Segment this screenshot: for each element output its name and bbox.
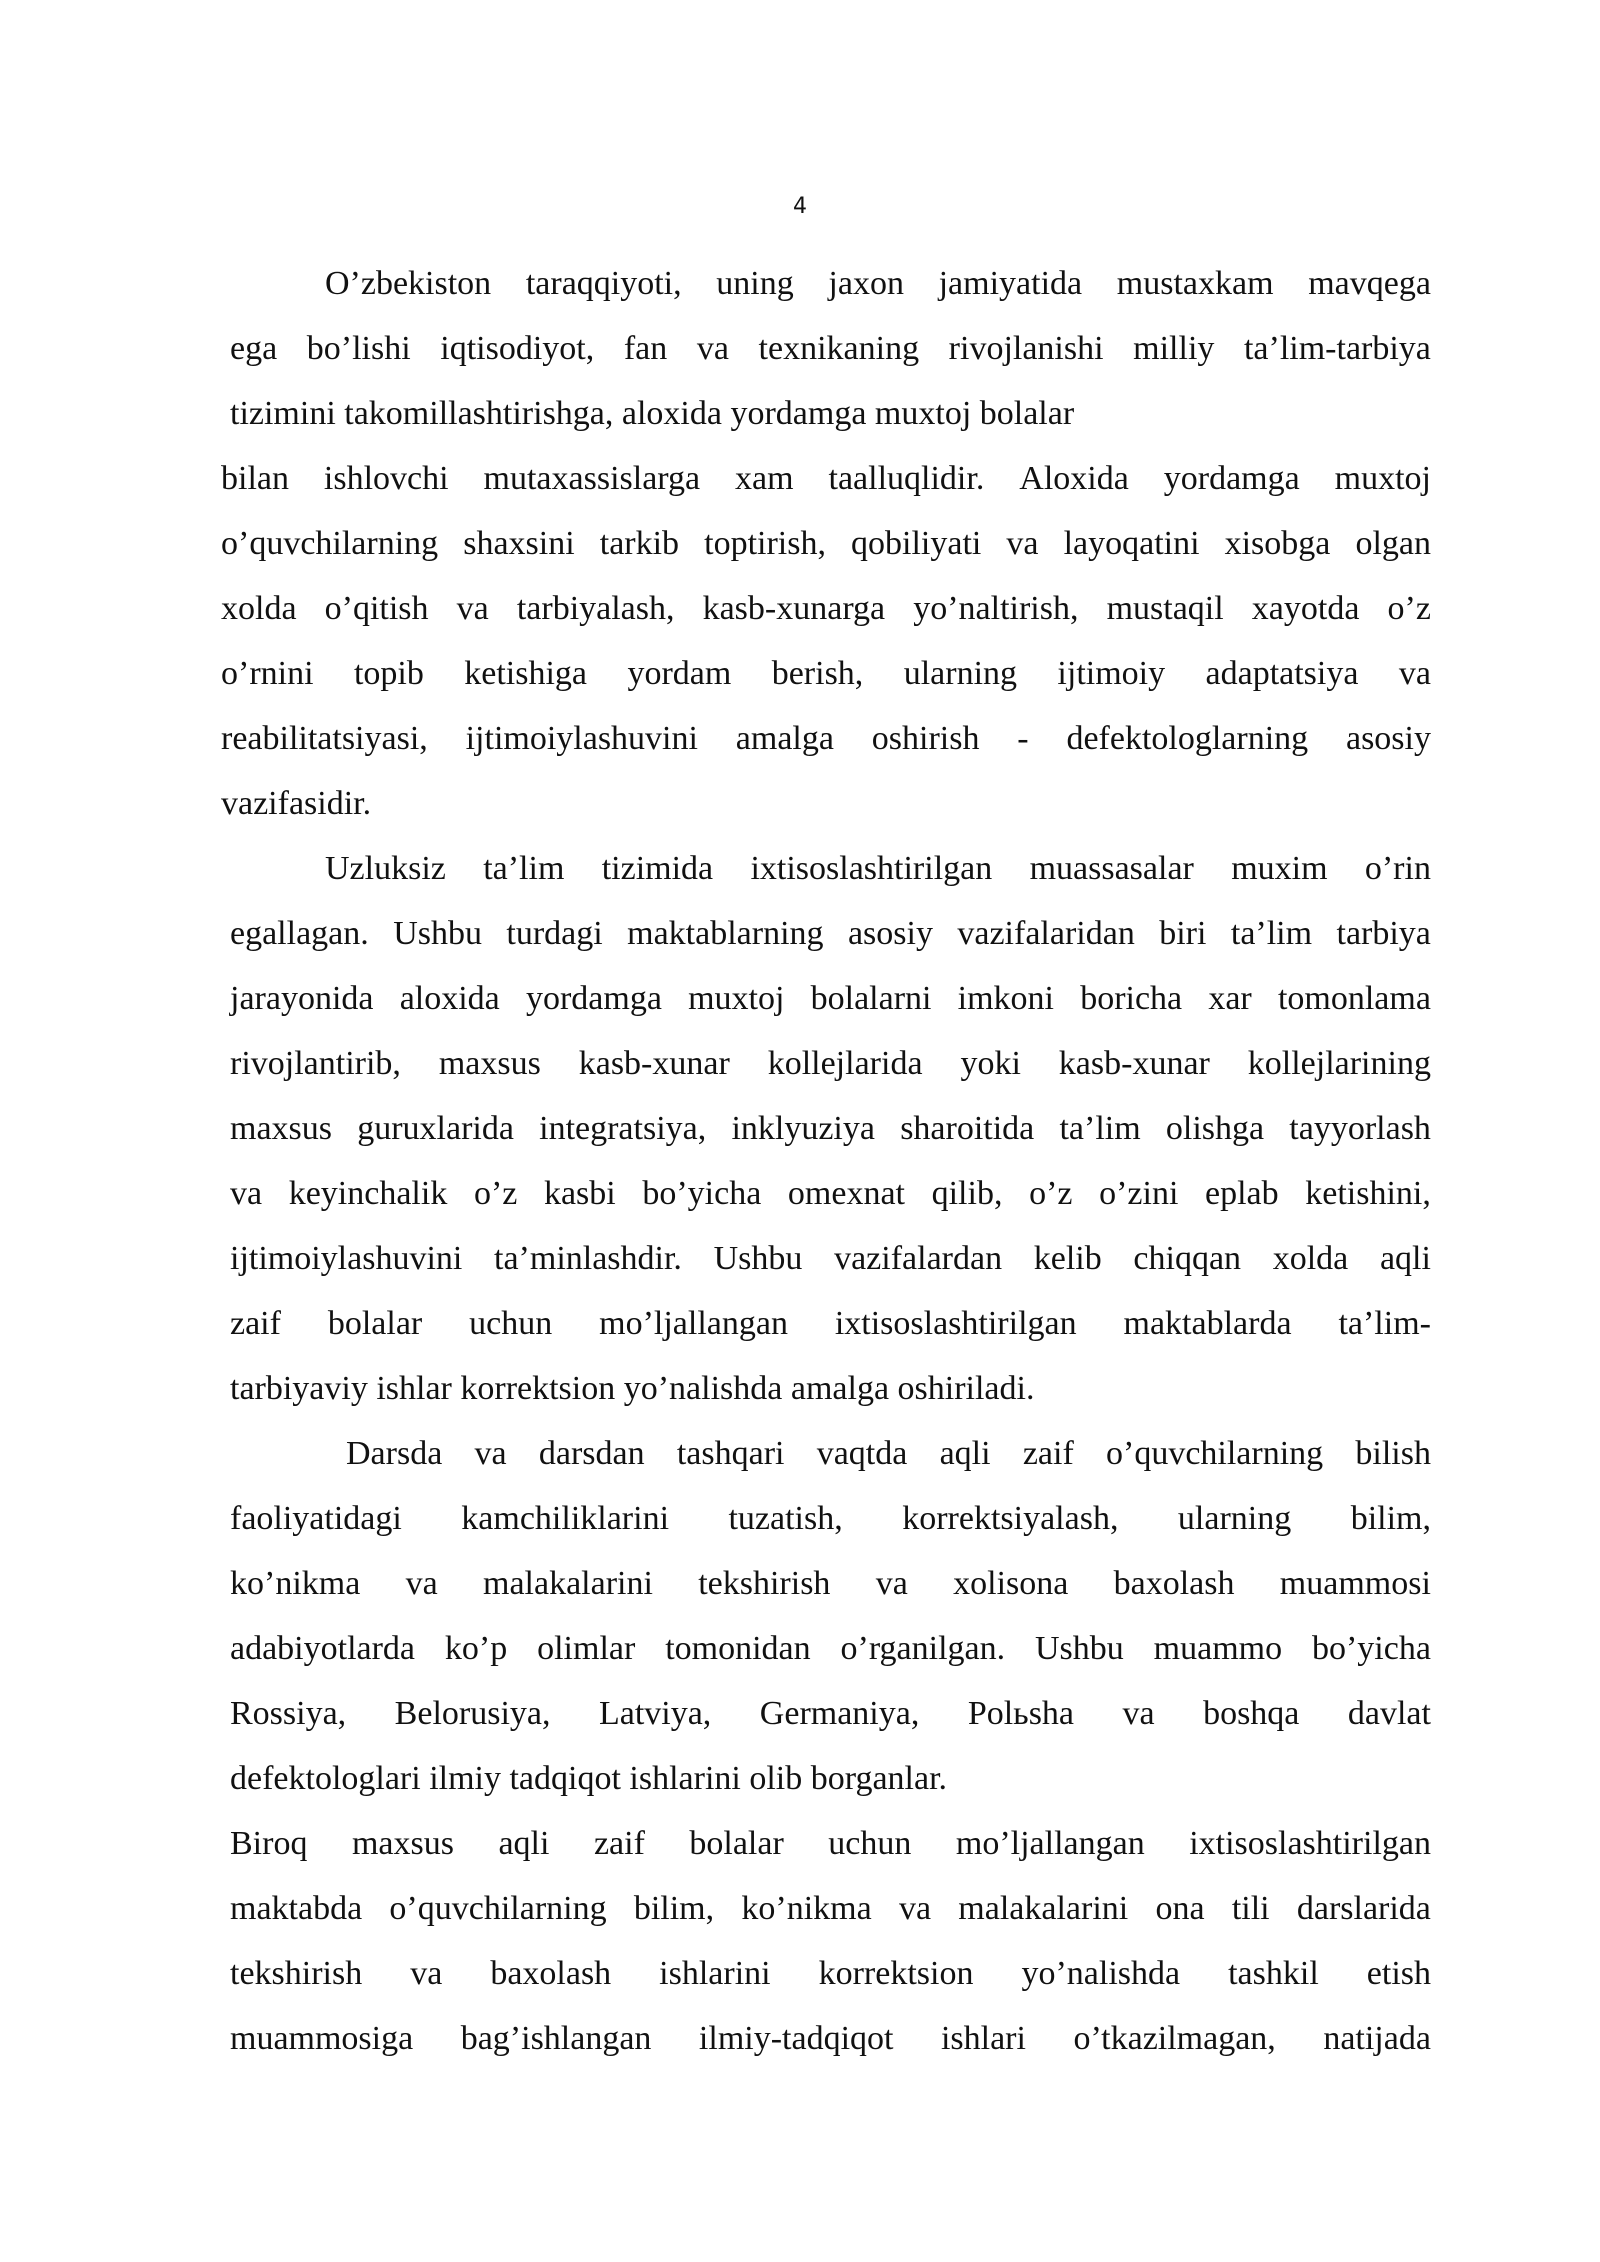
word: bilim, (1350, 1500, 1431, 1537)
word: Uzluksiz (325, 850, 446, 887)
word: darsdan (538, 1435, 645, 1472)
word: bolalar (689, 1825, 784, 1862)
paragraph-4-line-1 (230, 1822, 1431, 1866)
word: aqli (939, 1435, 991, 1472)
word: amalga (735, 720, 834, 757)
word: bolalarni (810, 980, 932, 1017)
word: Biroq (230, 1825, 308, 1862)
word: aqli (498, 1825, 550, 1862)
word: integratsiya, (539, 1110, 707, 1147)
paragraph-3-line-5 (230, 1692, 1431, 1736)
word: egallagan. (230, 915, 369, 952)
word: tarkib (599, 525, 680, 562)
word: maxsus (351, 1825, 454, 1862)
word: ularning (1177, 1500, 1292, 1537)
word: Darsda (346, 1435, 443, 1472)
word: eplab (1205, 1175, 1279, 1212)
word: Ushbu (713, 1240, 803, 1277)
word: mo’ljallangan (955, 1825, 1145, 1862)
word: ta’lim (1230, 915, 1313, 952)
paragraph-3-line-3 (230, 1562, 1431, 1606)
word: olgan (1355, 525, 1431, 562)
word: rivojlantirib, (230, 1045, 401, 1082)
word: asosiy (1345, 720, 1431, 757)
paragraph-3-line-6: defektologlari ilmiy tadqiqot ishlarini olib borganlar. (230, 1760, 948, 1797)
paragraph-3-line-4 (230, 1627, 1431, 1671)
word: bilan (221, 460, 289, 497)
paragraph-1-line-6 (221, 587, 1431, 631)
paragraph-2-line-6 (230, 1172, 1431, 1216)
word: o’tkazilmagan, (1073, 2020, 1276, 2057)
word: kamchiliklarini (461, 1500, 670, 1537)
word: ijtimoiylashuvini (230, 1240, 463, 1277)
word: maktabda (230, 1890, 363, 1927)
word: boricha (1080, 980, 1183, 1017)
word: asosiy (847, 915, 933, 952)
word: korrektsion (818, 1955, 974, 1992)
word: va (1122, 1695, 1155, 1732)
word: ishlari (940, 2020, 1026, 2057)
word: va (1006, 525, 1039, 562)
word: mutaxassislarga (483, 460, 701, 497)
paragraph-4-line-2 (230, 1887, 1431, 1931)
word: o’qitish (324, 590, 429, 627)
word: zaif (593, 1825, 645, 1862)
paragraph-1-line-2 (230, 327, 1431, 371)
word: ta’lim (483, 850, 565, 887)
word: o’z (473, 1175, 518, 1212)
paragraph-3-line-2 (230, 1497, 1431, 1541)
word: va (405, 1565, 438, 1602)
word: o’rnini (221, 655, 314, 692)
word: tekshirish (698, 1565, 831, 1602)
word: aloxida (399, 980, 500, 1017)
word: ijtimoiylashuvini (465, 720, 698, 757)
word: keyinchalik (288, 1175, 448, 1212)
word: ixtisoslashtirilgan (750, 850, 993, 887)
word: - (1017, 720, 1029, 757)
word: kasb-xunar (578, 1045, 730, 1082)
word: maktablarning (627, 915, 824, 952)
word: bo’lishi (306, 330, 411, 367)
word: mustaxkam (1116, 265, 1274, 302)
word: darslarida (1296, 1890, 1431, 1927)
word: boshqa (1203, 1695, 1300, 1732)
word: bolalar (327, 1305, 423, 1342)
word: xolda (221, 590, 297, 627)
word: aqli (1379, 1240, 1431, 1277)
word: o’quvchilarning (389, 1890, 607, 1927)
word: o’zini (1099, 1175, 1179, 1212)
word: ixtisoslashtirilgan (1189, 1825, 1431, 1862)
word: muassasalar (1029, 850, 1194, 887)
word: reabilitatsiyasi, (221, 720, 428, 757)
paragraph-4-line-4 (230, 2017, 1431, 2061)
word: imkoni (957, 980, 1054, 1017)
word: muammo (1153, 1630, 1283, 1667)
word: O’zbekiston (325, 265, 492, 302)
word: Ushbu (1034, 1630, 1124, 1667)
word: muxtoj (1334, 460, 1431, 497)
word: baxolash (490, 1955, 612, 1992)
paragraph-2-line-7 (230, 1237, 1431, 1281)
word: ishlarini (659, 1955, 771, 1992)
word: uning (716, 265, 794, 302)
word: ta’lim (1059, 1110, 1141, 1147)
word: ta’lim-tarbiya (1243, 330, 1431, 367)
word: tayyorlash (1289, 1110, 1431, 1147)
word: zaif (230, 1305, 281, 1342)
word: maxsus (230, 1110, 332, 1147)
word: turdagi (506, 915, 603, 952)
word: tomonlama (1277, 980, 1431, 1017)
word: o’z (1387, 590, 1431, 627)
word: tomonidan (665, 1630, 811, 1667)
word: natijada (1323, 2020, 1431, 2057)
paragraph-1-line-7 (221, 652, 1431, 696)
word: rivojlanishi (948, 330, 1104, 367)
word: xar (1208, 980, 1252, 1017)
word: o’quvchilarning (221, 525, 439, 562)
word: mo’ljallangan (599, 1305, 788, 1342)
word: o’rin (1364, 850, 1431, 887)
word: tili (1231, 1890, 1270, 1927)
word: ishlovchi (323, 460, 449, 497)
word: Polьsha (967, 1695, 1075, 1732)
paragraph-2-line-1 (325, 847, 1431, 891)
word: shaxsini (463, 525, 575, 562)
word: kollejlarida (767, 1045, 923, 1082)
word: Belorusiya, (394, 1695, 551, 1732)
word: sharoitida (900, 1110, 1035, 1147)
word: defektologlarning (1066, 720, 1309, 757)
word: Latviya, (598, 1695, 712, 1732)
word: maktablarda (1123, 1305, 1292, 1342)
word: zaif (1022, 1435, 1074, 1472)
word: Rossiya, (230, 1695, 347, 1732)
word: omexnat (787, 1175, 905, 1212)
word: ona (1155, 1890, 1205, 1927)
word: ko’nikma (230, 1565, 361, 1602)
word: Aloxida (1019, 460, 1129, 497)
paragraph-1-line-5 (221, 522, 1431, 566)
word: kasb-xunar (1058, 1045, 1210, 1082)
word: ko’nikma (741, 1890, 872, 1927)
word: oshirish (871, 720, 980, 757)
word: olimlar (537, 1630, 636, 1667)
word: xolda (1272, 1240, 1349, 1277)
word: maxsus (438, 1045, 541, 1082)
word: va (875, 1565, 908, 1602)
word: xisobga (1224, 525, 1331, 562)
paragraph-2-line-2 (230, 912, 1431, 956)
word: va (898, 1890, 932, 1927)
word: yordamga (525, 980, 662, 1017)
word: layoqatini (1063, 525, 1200, 562)
word: jamiyatida (938, 265, 1083, 302)
word: tuzatish, (728, 1500, 843, 1537)
word: ilmiy-tadqiqot (698, 2020, 894, 2057)
word: ularning (903, 655, 1018, 692)
paragraph-1-line-4 (221, 457, 1431, 501)
word: va (230, 1175, 263, 1212)
word: ega (230, 330, 278, 367)
word: o’z (1029, 1175, 1073, 1212)
word: tarbiyalash, (516, 590, 675, 627)
word: va (456, 590, 489, 627)
word: tekshirish (230, 1955, 363, 1992)
word: ta’minlashdir. (494, 1240, 682, 1277)
word: tashqari (676, 1435, 785, 1472)
word: berish, (771, 655, 864, 692)
paragraph-1-line-1 (325, 262, 1431, 306)
word: guruxlarida (357, 1110, 514, 1147)
word: muammosi (1279, 1565, 1431, 1602)
word: texnikaning (758, 330, 920, 367)
word: xam (735, 460, 794, 497)
word: davlat (1347, 1695, 1431, 1732)
word: vaqtda (816, 1435, 908, 1472)
word: bilim, (633, 1890, 715, 1927)
word: qobiliyati (851, 525, 982, 562)
word: bo’yicha (642, 1175, 762, 1212)
word: kollejlarining (1247, 1045, 1431, 1082)
paragraph-2-line-3 (230, 977, 1431, 1021)
word: korrektsiyalash, (902, 1500, 1119, 1537)
word: vazifalardan (834, 1240, 1003, 1277)
word: tizimida (601, 850, 714, 887)
paragraph-1-line-8 (221, 717, 1431, 761)
word: va (1398, 655, 1431, 692)
word: qilib, (931, 1175, 1003, 1212)
word: etish (1366, 1955, 1431, 1992)
word: yordam (627, 655, 732, 692)
word: uchun (469, 1305, 553, 1342)
word: va (696, 330, 729, 367)
word: toptirish, (704, 525, 826, 562)
word: xolisona (953, 1565, 1069, 1602)
page-number: 4 (793, 194, 807, 219)
word: kelib (1033, 1240, 1102, 1277)
paragraph-4-line-3 (230, 1952, 1431, 1996)
word: va (474, 1435, 507, 1472)
word: mustaqil (1106, 590, 1224, 627)
word: faoliyatidagi (230, 1500, 402, 1537)
word: milliy (1133, 330, 1215, 367)
paragraph-2-line-5 (230, 1107, 1431, 1151)
word: yordamga (1163, 460, 1300, 497)
word: ijtimoiy (1057, 655, 1166, 692)
word: yo’naltirish, (913, 590, 1079, 627)
word: kasbi (543, 1175, 616, 1212)
word: Germaniya, (759, 1695, 920, 1732)
paragraph-1-line-3: tizimini takomillashtirishga, aloxida yordamga muxtoj bolalar (230, 395, 1075, 432)
word: yo’nalishda (1021, 1955, 1181, 1992)
word: jarayonida (230, 980, 374, 1017)
word: chiqqan (1133, 1240, 1242, 1277)
word: malakalarini (483, 1565, 653, 1602)
word: taraqqiyoti, (525, 265, 682, 302)
word: baxolash (1113, 1565, 1235, 1602)
paragraph-2-line-8 (230, 1302, 1431, 1346)
paragraph-3-line-1 (346, 1432, 1431, 1476)
word: olishga (1165, 1110, 1265, 1147)
word: taalluqlidir. (828, 460, 985, 497)
word: tarbiya (1336, 915, 1431, 952)
word: fan (623, 330, 668, 367)
word: muxim (1231, 850, 1328, 887)
word: mavqega (1308, 265, 1431, 302)
word: muammosiga (230, 2020, 414, 2057)
word: inklyuziya (731, 1110, 875, 1147)
word: muxtoj (688, 980, 785, 1017)
word: topib (353, 655, 424, 692)
word: kasb-xunarga (702, 590, 886, 627)
word: ketishini, (1305, 1175, 1431, 1212)
word: bilish (1355, 1435, 1431, 1472)
paragraph-2-line-4 (230, 1042, 1431, 1086)
word: adaptatsiya (1205, 655, 1359, 692)
word: ketishiga (464, 655, 588, 692)
word: o’rganilgan. (840, 1630, 1006, 1667)
word: bo’yicha (1311, 1630, 1431, 1667)
paragraph-2-line-9: tarbiyaviy ishlar korrektsion yo’nalishda amalga oshiriladi. (230, 1370, 1035, 1407)
word: o’quvchilarning (1106, 1435, 1324, 1472)
word: jaxon (828, 265, 904, 302)
word: ixtisoslashtirilgan (834, 1305, 1077, 1342)
word: tashkil (1228, 1955, 1319, 1992)
word: iqtisodiyot, (440, 330, 595, 367)
word: yoki (960, 1045, 1021, 1082)
word: va (410, 1955, 443, 1992)
paragraph-1-line-9: vazifasidir. (221, 785, 372, 822)
word: vazifalaridan (957, 915, 1135, 952)
word: adabiyotlarda (230, 1630, 416, 1667)
word: uchun (828, 1825, 912, 1862)
word: ta’lim- (1338, 1305, 1431, 1342)
word: malakalarini (958, 1890, 1129, 1927)
word: ko’p (444, 1630, 508, 1667)
word: xayotda (1251, 590, 1360, 627)
word: bag’ishlangan (460, 2020, 652, 2057)
word: Ushbu (393, 915, 482, 952)
word: biri (1159, 915, 1207, 952)
